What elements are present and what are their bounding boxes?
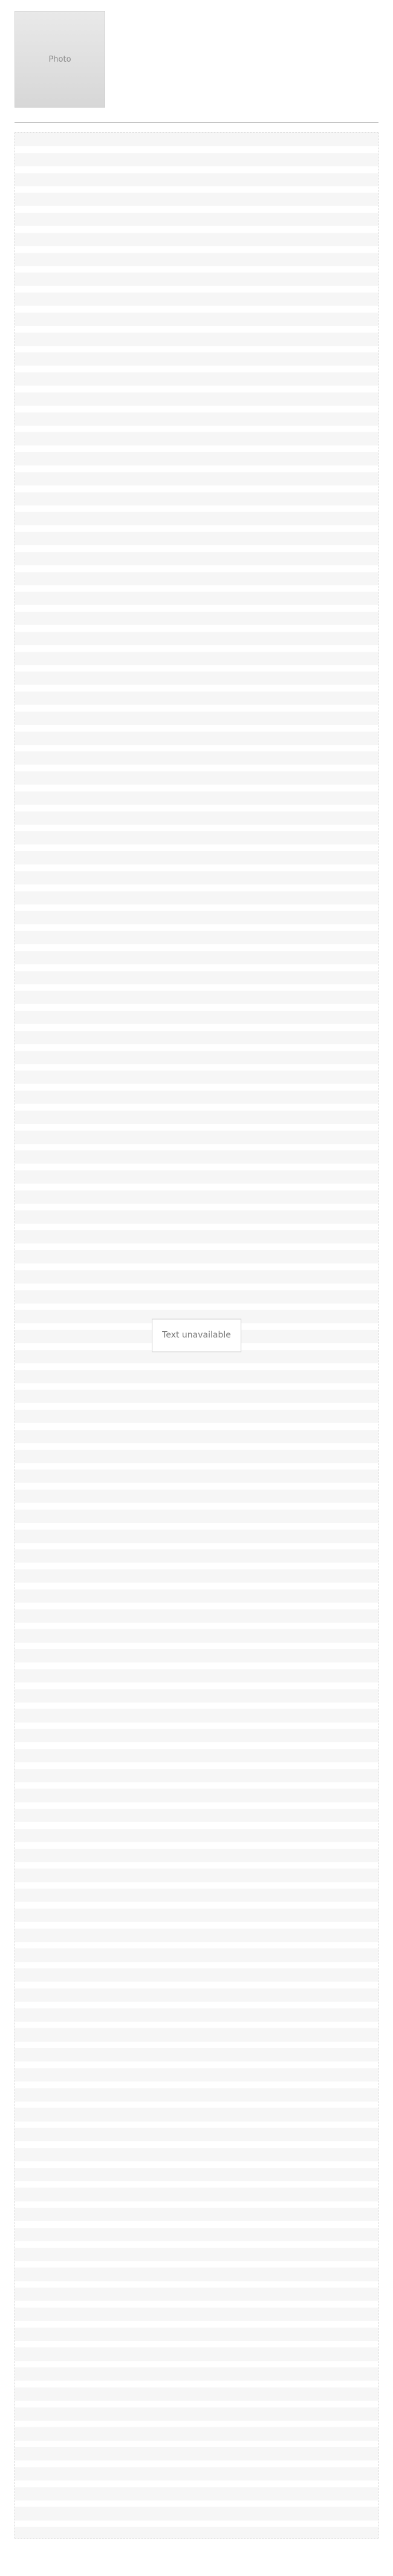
- author-name: [173, 51, 378, 64]
- article-body: [15, 132, 378, 2539]
- header-separator: [15, 122, 378, 123]
- article-title: [173, 87, 378, 109]
- brand-text: [173, 15, 378, 45]
- article-body-placeholder-note: Text unavailable: [152, 1319, 241, 1352]
- author-photo: [15, 11, 105, 108]
- headline-block: [173, 11, 378, 114]
- contact-line: [173, 70, 378, 81]
- masthead: [15, 11, 378, 114]
- article-body-placeholder: [15, 132, 378, 2539]
- author-photo-label: Photo: [48, 54, 71, 64]
